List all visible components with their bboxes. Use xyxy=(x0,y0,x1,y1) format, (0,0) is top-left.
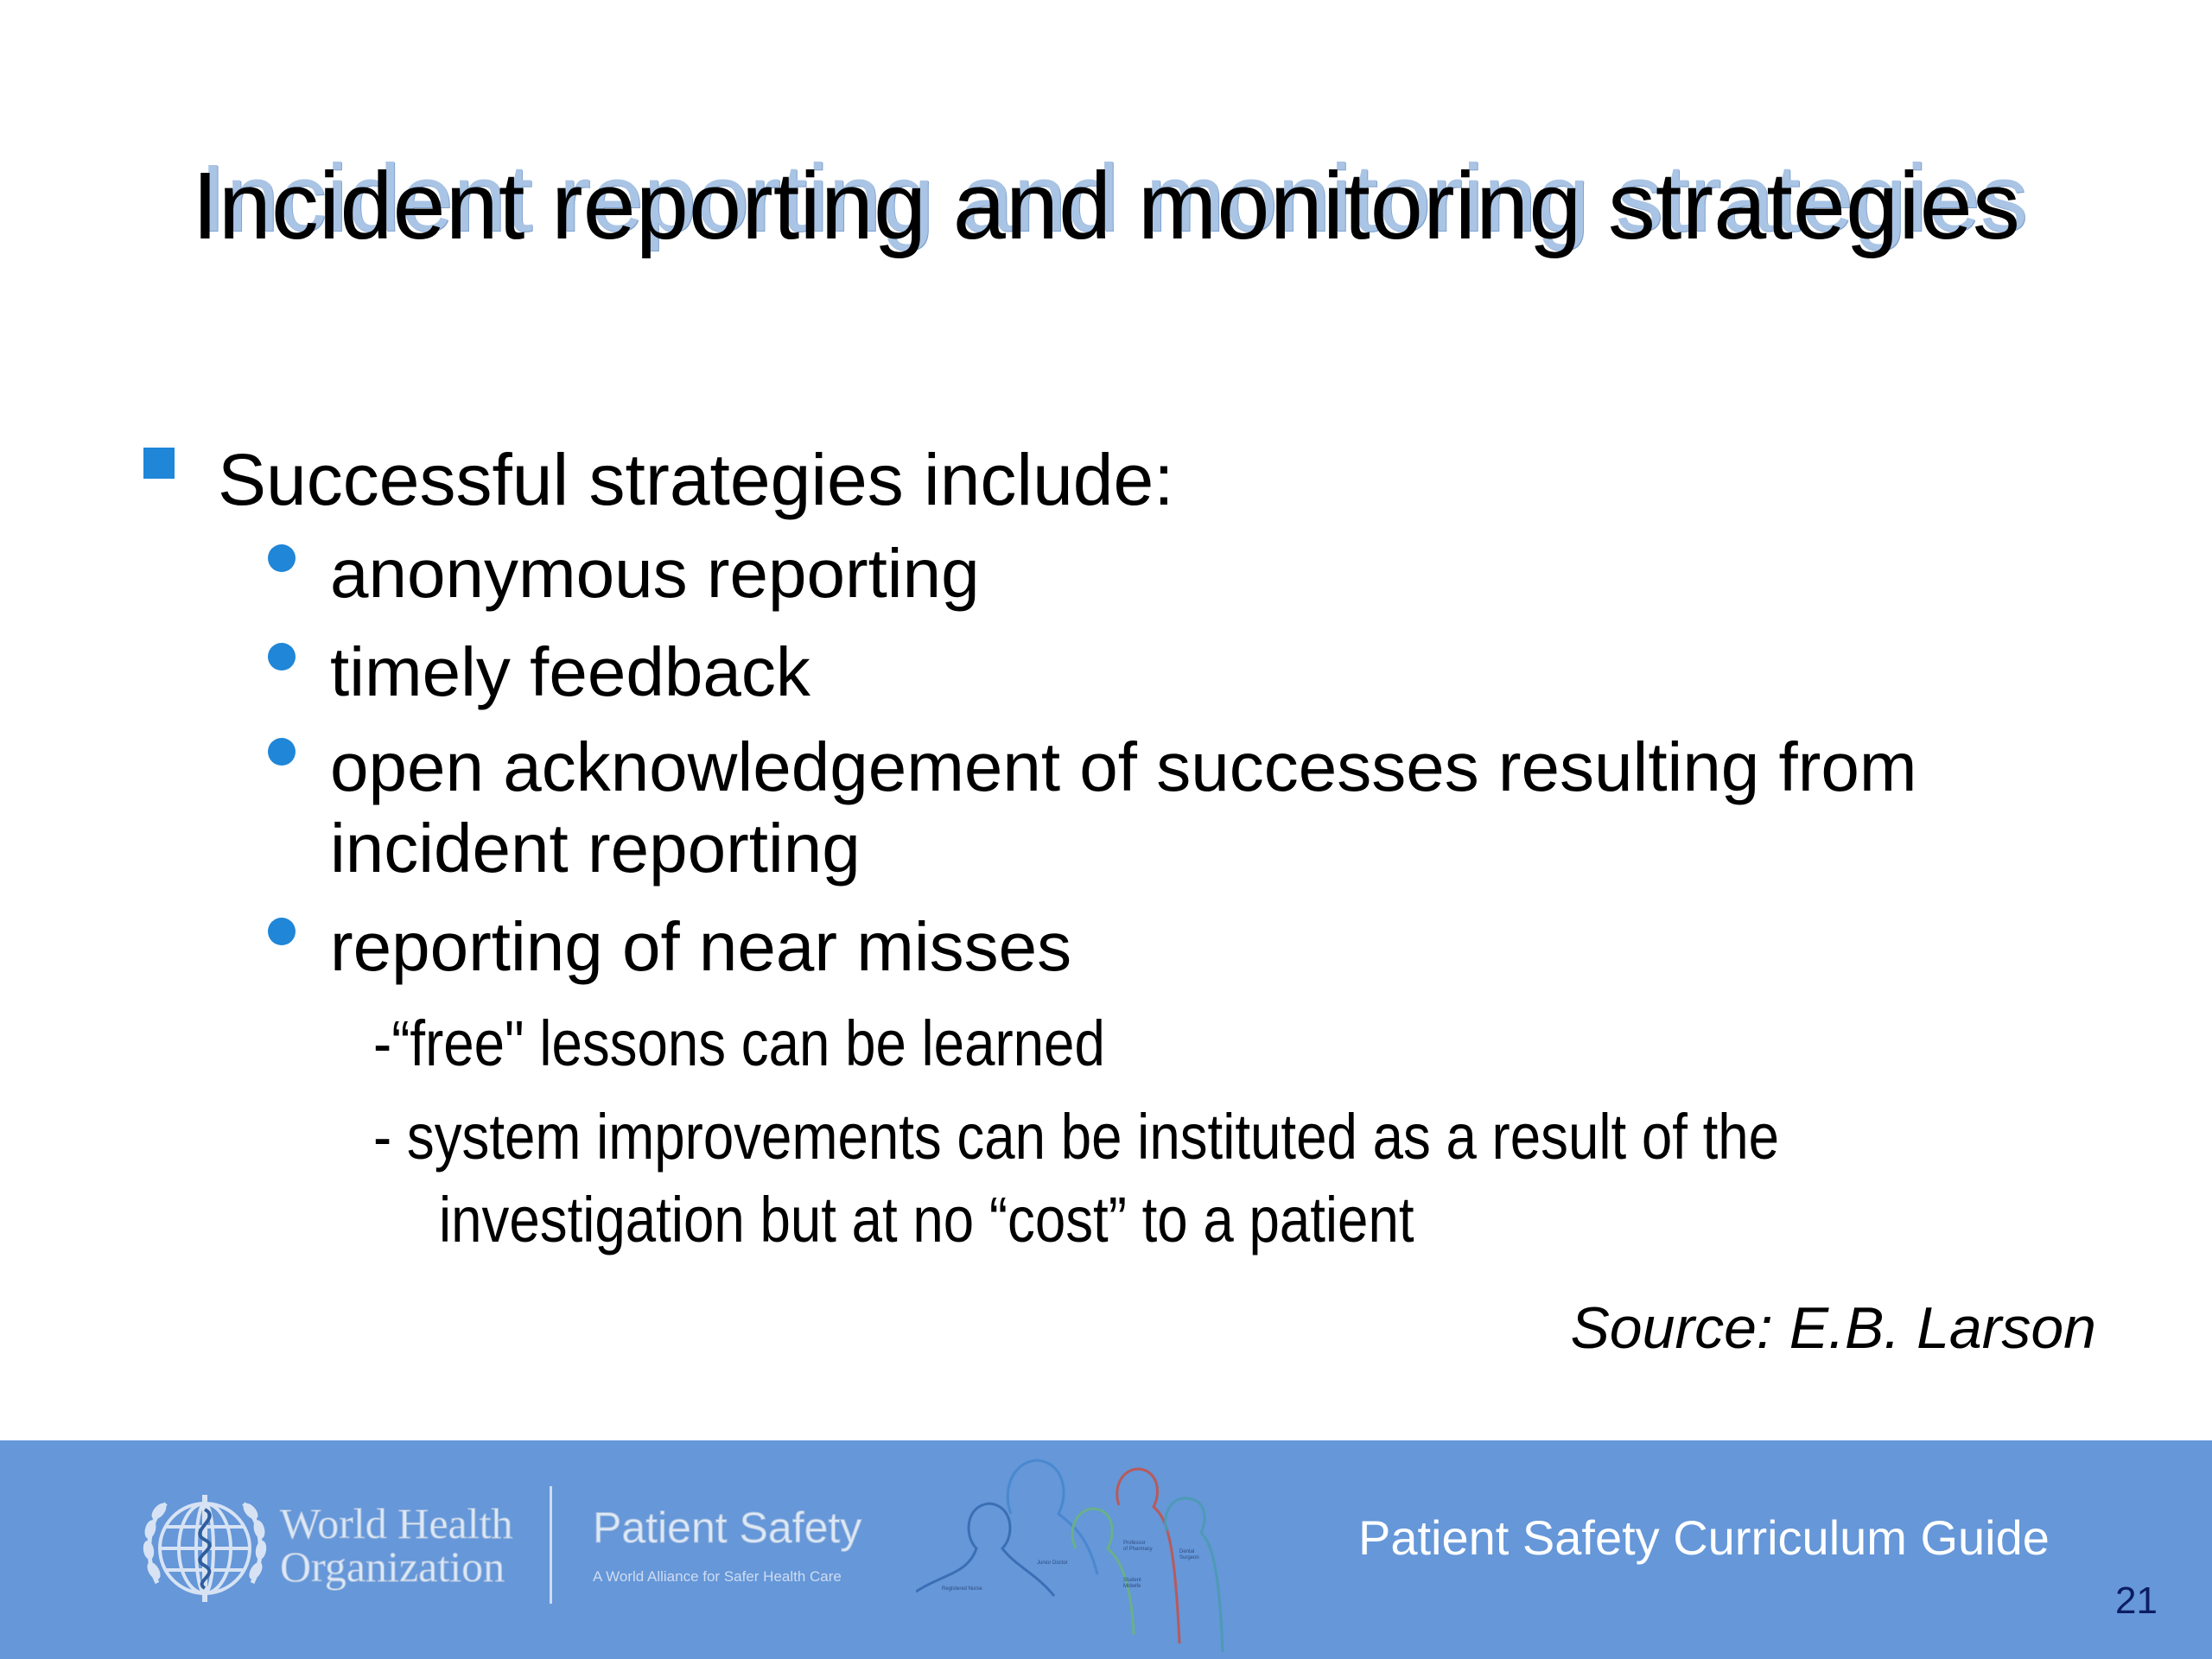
slide-title xyxy=(0,143,2212,270)
curriculum-guide-label: Patient Safety Curriculum Guide xyxy=(1358,1510,2050,1565)
svg-text:Midwife: Midwife xyxy=(1123,1584,1141,1589)
detail-text: -“free" lessons can be learned xyxy=(373,1007,1105,1079)
who-name-line1: World Health xyxy=(280,1499,513,1548)
detail-text-continued: investigation but at no “cost” to a patient xyxy=(439,1184,1414,1255)
sub-bullet-text: anonymous reporting xyxy=(330,535,980,612)
who-name xyxy=(280,1499,513,1591)
sub-bullet-text: open acknowledgement of successes resulting from xyxy=(330,728,1917,805)
source-citation: Source: E.B. Larson xyxy=(1570,1295,2096,1361)
slide-title-text: Incident reporting and monitoring strategies xyxy=(192,153,2020,259)
svg-text:Student: Student xyxy=(1123,1578,1141,1583)
dot-bullet-icon xyxy=(268,918,296,945)
sub-bullet-text: timely feedback xyxy=(330,633,810,710)
footer-divider xyxy=(550,1486,552,1604)
svg-text:of Pharmacy: of Pharmacy xyxy=(1123,1547,1153,1552)
svg-text:Junior Doctor: Junior Doctor xyxy=(1037,1560,1068,1566)
sub-bullet-text-continued: incident reporting xyxy=(330,810,861,887)
dot-bullet-icon xyxy=(268,643,296,671)
svg-text:Professor: Professor xyxy=(1123,1541,1146,1546)
svg-text:Dental: Dental xyxy=(1179,1549,1195,1554)
sub-bullet-text: reporting of near misses xyxy=(330,908,1072,985)
health-professionals-silhouettes-icon xyxy=(916,1445,1262,1659)
main-bullet-text: Successful strategies include: xyxy=(218,439,1174,520)
page-number: 21 xyxy=(2115,1580,2158,1622)
patient-safety-subtitle: A World Alliance for Safer Health Care xyxy=(593,1568,842,1585)
square-bullet-icon xyxy=(143,448,175,479)
dot-bullet-icon xyxy=(268,544,296,572)
dot-bullet-icon xyxy=(268,738,296,766)
detail-text: - system improvements can be instituted as a result of the xyxy=(373,1101,1780,1173)
patient-safety-title: Patient Safety xyxy=(593,1503,862,1552)
who-emblem-icon xyxy=(140,1488,270,1609)
svg-text:Surgeon: Surgeon xyxy=(1179,1555,1199,1560)
svg-text:Registered Nurse: Registered Nurse xyxy=(942,1586,982,1592)
who-name-line2: Organization xyxy=(280,1542,505,1591)
